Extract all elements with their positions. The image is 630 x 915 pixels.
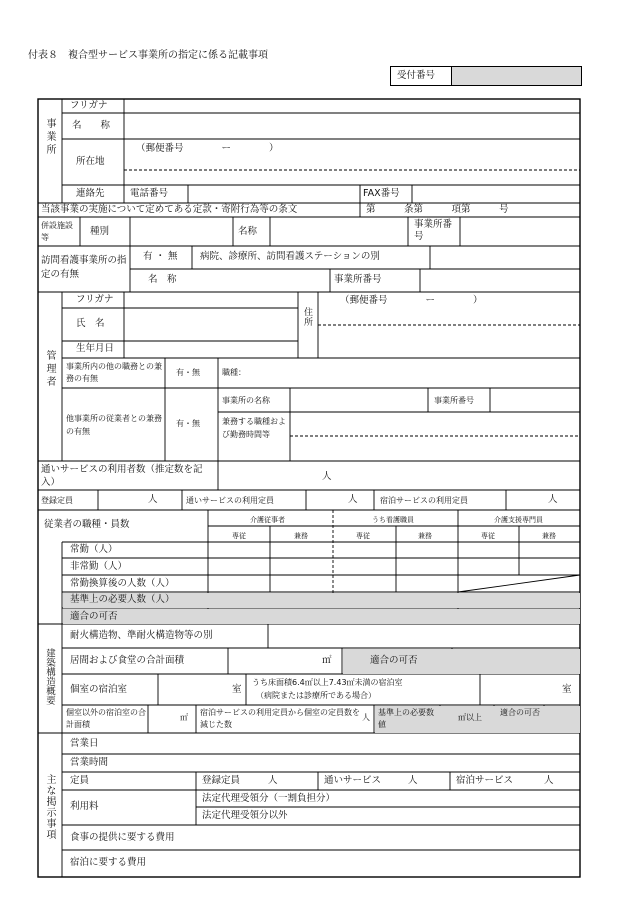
- open-days-label: 営業日: [70, 738, 99, 749]
- annex-kind-label: 種別: [90, 226, 110, 237]
- office-location-label: 所在地: [76, 156, 105, 167]
- manager-name-label: 氏 名: [76, 318, 105, 329]
- home-nursing-name-label: 名 称: [148, 274, 177, 285]
- notice-capacity-label: 定員: [70, 775, 90, 786]
- capacity-difference-unit: 人: [362, 713, 370, 722]
- staff-manager-fulltime: 専従: [481, 532, 495, 540]
- manager-office-number-label: 事業所番号: [434, 396, 474, 405]
- staff-row-converted: 常勤換算後の人数（人）: [70, 578, 175, 589]
- registered-capacity-label: 登録定員: [41, 496, 73, 505]
- home-nursing-yes-no: 有 ・ 無: [143, 251, 178, 262]
- notice-stay-unit: 人: [544, 775, 554, 786]
- manager-postal-code: （郵便番号 ー ）: [340, 295, 483, 306]
- manager-other-job-label: 兼務する職種および勤務時間等: [222, 417, 286, 439]
- manager-internal-duty-label: 事業所内の他の職務との兼務の有無: [66, 362, 162, 383]
- other-room-area-label: 個室以外の宿泊室の合計面積: [66, 708, 146, 729]
- standard-required-label: 基準上の必要数値: [378, 708, 434, 729]
- manager-internal-yes-no: 有・無: [176, 368, 200, 377]
- manager-other-office-label: 他事業所の従業者との兼務の有無: [66, 414, 162, 436]
- staff-label: 従業者の職種・員数: [44, 519, 130, 530]
- open-hours-label: 営業時間: [70, 757, 109, 768]
- notice-day-label: 通いサービス: [324, 775, 382, 786]
- manager-office-name-label: 事業所の名称: [222, 396, 270, 405]
- annex-number-label: 事業所番号: [414, 219, 453, 242]
- office-tel-label: 電話番号: [130, 188, 169, 199]
- home-nursing-number-label: 事業所番号: [334, 274, 382, 285]
- conformity-row: [63, 609, 580, 624]
- staff-row-required: 基準上の必要人数（人）: [70, 594, 175, 605]
- stay-capacity-unit: 人: [548, 494, 558, 505]
- staff-manager-parttime: 兼務: [542, 532, 556, 540]
- staff-row-parttime: 非常勤（人）: [70, 561, 128, 572]
- staff-care-fulltime: 専従: [232, 532, 246, 540]
- notices-section-label: 主な掲示事項: [44, 774, 55, 840]
- day-service-users-label: 通いサービスの利用者数（推定数を記入）: [41, 464, 203, 488]
- office-postal-code: （郵便番号 ー ）: [136, 143, 279, 154]
- living-dining-area-label: 居間および食堂の合計面積: [70, 655, 185, 666]
- day-capacity-unit: 人: [348, 494, 358, 505]
- manager-job-label: 職種：: [222, 368, 246, 377]
- small-room-label: うち床面積6.4㎡以上7.43㎡未満の宿泊室: [252, 678, 403, 687]
- manager-furigana-label: フリガナ: [76, 294, 114, 305]
- manager-other-yes-no: 有・無: [176, 419, 200, 428]
- small-room-note: （病院または診療所である場合）: [256, 691, 376, 700]
- annex-name-label: 名称: [238, 226, 258, 237]
- notice-day-unit: 人: [408, 775, 418, 786]
- day-service-users-unit: 人: [322, 471, 332, 482]
- area-conformity-label: 適合の可否: [370, 655, 418, 666]
- fireproof-label: 耐火構造物、準耐火構造物等の別: [70, 630, 213, 641]
- office-furigana-label: フリガナ: [70, 100, 108, 111]
- notice-stay-label: 宿泊サービス: [456, 775, 514, 786]
- living-dining-area-unit: ㎡: [322, 655, 332, 666]
- staff-group-manager: 介護支援専門員: [494, 516, 543, 524]
- staff-group-care: 介護従事者: [250, 516, 285, 524]
- manager-section-label: 管理者: [44, 350, 55, 389]
- other-room-conformity-label: 適合の可否: [500, 708, 540, 717]
- staff-nurse-fulltime: 専従: [356, 532, 370, 540]
- meal-cost-label: 食事の提供に要する費用: [70, 832, 175, 843]
- manager-birth-label: 生年月日: [76, 343, 115, 354]
- fee-proxy-label: 法定代理受領分（一割負担分）: [202, 793, 336, 804]
- building-section-label: 建築構造概要: [44, 648, 55, 705]
- office-fax-label: FAX番号: [363, 188, 400, 199]
- private-room-unit: 室: [232, 684, 242, 695]
- page-title: 付表８ 複合型サービス事業所の指定に係る記載事項: [28, 50, 268, 61]
- manager-address-label: 住所: [302, 307, 312, 327]
- other-room-area-unit: ㎡: [180, 713, 188, 722]
- articles-clause: 第 条第 項第 号: [366, 204, 509, 215]
- office-contact-label: 連絡先: [76, 188, 105, 199]
- notice-registered-label: 登録定員: [202, 775, 241, 786]
- office-section-label: 事業所: [44, 118, 55, 157]
- staff-group-nurse: うち看護職員: [372, 516, 414, 524]
- standard-required-unit: ㎡以上: [458, 713, 482, 722]
- home-nursing-label: 訪問看護事業所の指定の有無: [41, 255, 127, 280]
- staff-nurse-parttime: 兼務: [418, 532, 432, 540]
- staff-row-fulltime: 常勤（人）: [70, 544, 118, 555]
- private-room-label: 個室の宿泊室: [70, 684, 128, 695]
- receipt-number-label: 受付番号: [397, 70, 436, 81]
- day-capacity-label: 通いサービスの利用定員: [186, 496, 274, 505]
- fee-nonproxy-label: 法定代理受領分以外: [202, 810, 288, 821]
- staff-row-conformity: 適合の可否: [70, 611, 118, 622]
- small-room-unit: 室: [562, 684, 572, 695]
- office-name-label: 名 称: [72, 120, 111, 131]
- stay-cost-label: 宿泊に要する費用: [70, 857, 147, 868]
- articles-label: 当該事業の実施について定めてある定款・寄附行為等の条文: [41, 204, 298, 215]
- stay-capacity-label: 宿泊サービスの利用定員: [380, 496, 468, 505]
- annex-facility-label: 併設施設等: [41, 221, 73, 242]
- notice-registered-unit: 人: [268, 775, 278, 786]
- fee-label: 利用料: [70, 801, 99, 812]
- staff-care-parttime: 兼務: [294, 532, 308, 540]
- registered-capacity-unit: 人: [148, 494, 158, 505]
- home-nursing-types: 病院、診療所、訪問看護ステーションの別: [200, 251, 380, 262]
- capacity-difference-label: 宿泊サービスの利用定員から個室の定員数を減じた数: [200, 708, 360, 729]
